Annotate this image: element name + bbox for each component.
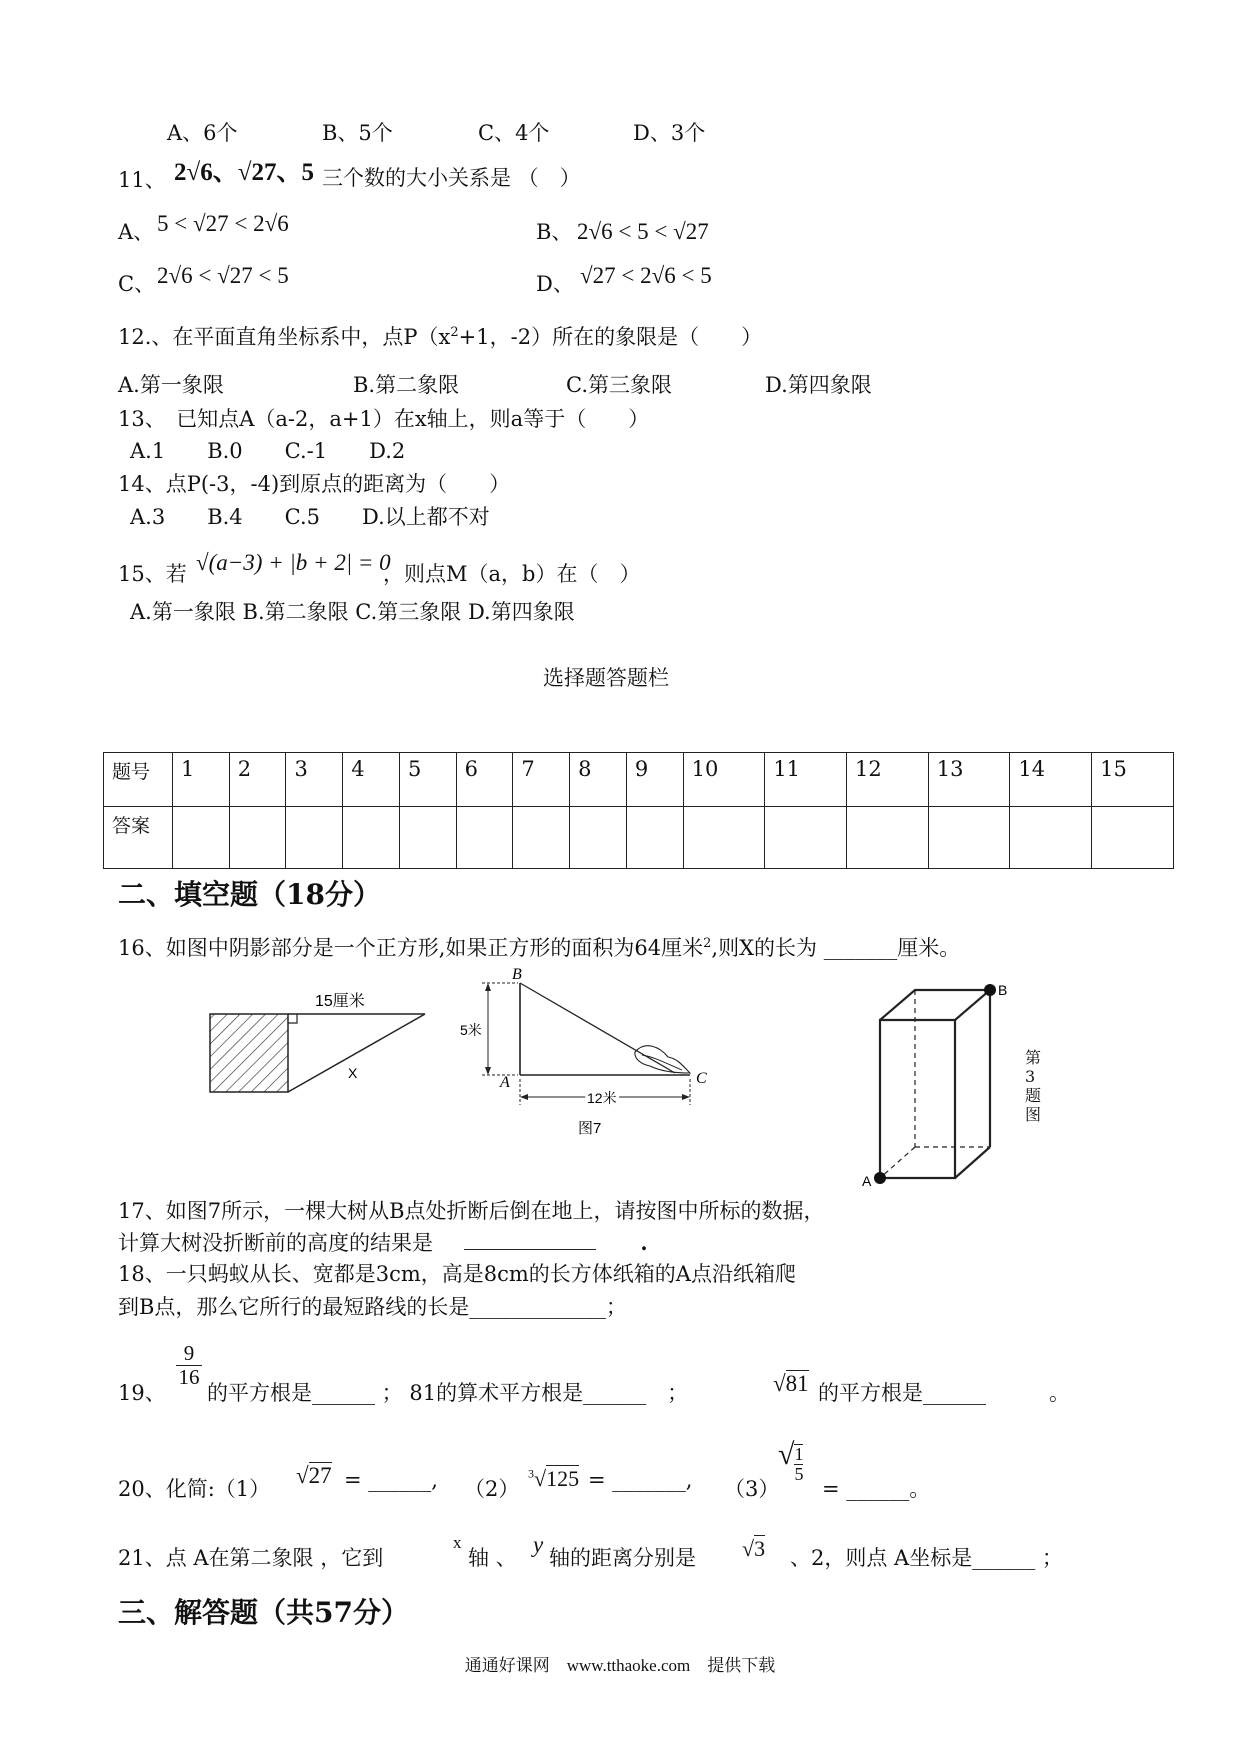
q11-option-c-label: C、 (118, 272, 156, 296)
answer-table-number: 5 (399, 753, 456, 807)
q10-option-c: C、4个 (478, 121, 550, 145)
q10-option-a: A、6个 (167, 121, 238, 145)
q20-root1-value: 27 (308, 1463, 332, 1488)
answer-table-number: 11 (765, 753, 847, 807)
q19-text-b: 的平方根是______ 。 (818, 1381, 1070, 1405)
fig2-label-b: B (512, 966, 522, 983)
fig1-x-label: X (348, 1065, 358, 1081)
q21-root: √3 (742, 1536, 766, 1561)
q20-root3: √ $\frac{1}{5}$ (778, 1438, 804, 1484)
q19-text-a: 的平方根是______ ； 81的算术平方根是______ ； (207, 1381, 689, 1405)
fig3-label-b: B (998, 982, 1008, 998)
q19-number: 19、 (118, 1381, 166, 1405)
answer-cell[interactable] (570, 807, 627, 869)
q16-stem-b: ,则X的长为 _______厘米。 (711, 936, 961, 960)
q20-part2: （2） (464, 1477, 520, 1501)
q12-sup: 2 (450, 325, 459, 340)
q19-root-value: 81 (785, 1371, 809, 1396)
fig1-top-label: 15厘米 (315, 993, 365, 1010)
answer-table-number: 13 (928, 753, 1010, 807)
q20-root3-num: 1 (794, 1444, 804, 1464)
fig2-label-c: C (696, 1070, 707, 1087)
answer-table (103, 752, 1174, 869)
q14-options: A.3 B.4 C.5 D.以上都不对 (130, 505, 490, 529)
answer-cell[interactable] (765, 807, 847, 869)
q20-root3-den: 5 (794, 1463, 804, 1484)
q21-text-a: 21、点 A在第二象限 ，它到 (118, 1546, 384, 1570)
q18-line2: 到B点，那么它所行的最短路线的长是_____________； (118, 1295, 627, 1319)
section-2-heading: 二、填空题（18分） (118, 878, 381, 911)
answer-cell[interactable] (173, 807, 230, 869)
q21-y: y (533, 1532, 544, 1557)
q17-line2-text: 计算大树没折断前的高度的结果是 (118, 1231, 433, 1255)
fig3-caption: 第3题图 (1025, 1048, 1042, 1124)
figure-box (850, 975, 1050, 1197)
answer-table-header-row (104, 753, 1174, 807)
q11-stem: 三个数的大小关系是 （ ） (322, 166, 581, 190)
q20-root2: $^3$√125 (528, 1466, 580, 1491)
q20-number: 20、化简:（1） (118, 1477, 271, 1501)
q17-end: . (640, 1230, 648, 1255)
answer-cell[interactable] (286, 807, 343, 869)
q20-part3: （3） (724, 1477, 780, 1501)
section-3-heading: 三、解答题（共57分） (118, 1596, 409, 1629)
q20-root1: √27 (296, 1463, 332, 1488)
answer-table-answer-row (104, 807, 1174, 869)
q11-option-d-label: D、 (536, 272, 574, 296)
answer-cell[interactable] (229, 807, 286, 869)
answer-table-number: 6 (456, 753, 513, 807)
q16-stem (118, 936, 960, 961)
q18-line1: 18、一只蚂蚁从长、宽都是3cm，高是8cm的长方体纸箱的A点沿纸箱爬 (118, 1262, 796, 1286)
q12-option-b: B.第二象限 (353, 373, 460, 397)
answer-cell[interactable] (1010, 807, 1092, 869)
q11-option-d-math: √27 < 2√6 < 5 (580, 263, 712, 288)
q20-root2-index: 3 (528, 1466, 534, 1481)
q21-root-value: 3 (754, 1536, 766, 1561)
q17-line2 (118, 1230, 648, 1256)
q11-option-a-label: A、 (118, 220, 155, 244)
figure-square-triangle (200, 990, 440, 1100)
answer-table-number: 9 (626, 753, 683, 807)
answer-table-number: 14 (1010, 753, 1092, 807)
answer-table-number: 7 (513, 753, 570, 807)
q20-root2-value: 125 (546, 1466, 580, 1491)
q12-stem-a: 12.、在平面直角坐标系中，点P（x (118, 325, 451, 349)
fig3-label-a: A (862, 1173, 872, 1189)
q19-frac-num: 9 (176, 1342, 202, 1366)
answer-cell[interactable] (399, 807, 456, 869)
q16-sup: 2 (703, 936, 712, 951)
q15-math: √(a−3) + |b + 2| = 0 (196, 550, 391, 575)
q11-expression: 2√6、√27、5 (174, 159, 314, 186)
fig2-label-a: A (500, 1074, 510, 1091)
answer-table-number: 15 (1092, 753, 1174, 807)
answer-cell[interactable] (847, 807, 929, 869)
q12-option-c: C.第三象限 (566, 373, 672, 397)
answer-table-row-label: 答案 (104, 807, 173, 869)
answer-table-number: 2 (229, 753, 286, 807)
q10-option-b: B、5个 (322, 121, 393, 145)
q12-stem-b: +1，-2）所在的象限是（ ） (458, 325, 763, 349)
q11-option-c-math: 2√6 < √27 < 5 (157, 263, 289, 288)
q21-text-b: 轴 、 (468, 1546, 517, 1570)
answer-cell[interactable] (343, 807, 400, 869)
answer-cell[interactable] (513, 807, 570, 869)
answer-table-number: 12 (847, 753, 929, 807)
q11-number: 11、 (118, 168, 166, 192)
fig2-height-label: 5米 (460, 1022, 482, 1038)
answer-table-number: 3 (286, 753, 343, 807)
fig2-caption: 图7 (578, 1120, 602, 1137)
answer-cell[interactable] (456, 807, 513, 869)
q12-option-a: A.第一象限 (118, 373, 224, 397)
figure-broken-tree (460, 965, 730, 1140)
fig2-base-label: 12米 (587, 1090, 617, 1106)
q12-option-d: D.第四象限 (765, 373, 872, 397)
q16-stem-a: 16、如图中阴影部分是一个正方形,如果正方形的面积为64厘米 (118, 936, 704, 960)
q11-option-a-math: 5 < √27 < 2√6 (157, 211, 289, 236)
q17-answer-blank[interactable] (464, 1231, 596, 1250)
answer-cell[interactable] (928, 807, 1010, 869)
answer-table-row-label: 题号 (104, 753, 173, 807)
q20-eq2: = _______, (588, 1468, 693, 1492)
q12-stem (118, 325, 762, 350)
q19-fraction (176, 1342, 202, 1389)
q15-stem: ，则点M（a，b）在（ ） (383, 562, 641, 586)
answer-table-number: 4 (343, 753, 400, 807)
q19-root: √81 (773, 1371, 809, 1396)
q21-text-d: 、2，则点 A坐标是______ ； (790, 1546, 1063, 1570)
q17-line1: 17、如图7所示，一棵大树从B点处折断后倒在地上，请按图中所标的数据， (118, 1199, 825, 1223)
q13-stem: 13、 已知点A（a-2，a+1）在x轴上，则a等于（ ） (118, 407, 650, 431)
q11-option-b-label: B、 (536, 220, 573, 244)
answer-cell[interactable] (683, 807, 765, 869)
q14-stem: 14、点P(-3，-4)到原点的距离为（ ） (118, 472, 511, 496)
q15-number: 15、若 (118, 562, 187, 586)
q21-text-c: 轴的距离分别是 (549, 1546, 696, 1570)
q21-x: x (453, 1533, 462, 1552)
q13-options: A.1 B.0 C.-1 D.2 (130, 439, 406, 463)
answer-table-title: 选择题答题栏 (543, 666, 669, 690)
page-footer: 通通好课网 www.tthaoke.com 提供下载 (464, 1656, 776, 1675)
answer-cell[interactable] (626, 807, 683, 869)
answer-table-number: 10 (683, 753, 765, 807)
q15-options: A.第一象限 B.第二象限 C.第三象限 D.第四象限 (130, 600, 575, 624)
q20-eq1: = ______, (344, 1468, 438, 1492)
q20-eq3: = ______。 (822, 1477, 931, 1501)
answer-table-number: 1 (173, 753, 230, 807)
q10-option-d: D、3个 (633, 121, 706, 145)
q11-option-b-math: 2√6 < 5 < √27 (577, 219, 709, 244)
q19-frac-den: 16 (178, 1365, 200, 1390)
answer-table-number: 8 (570, 753, 627, 807)
answer-cell[interactable] (1092, 807, 1174, 869)
